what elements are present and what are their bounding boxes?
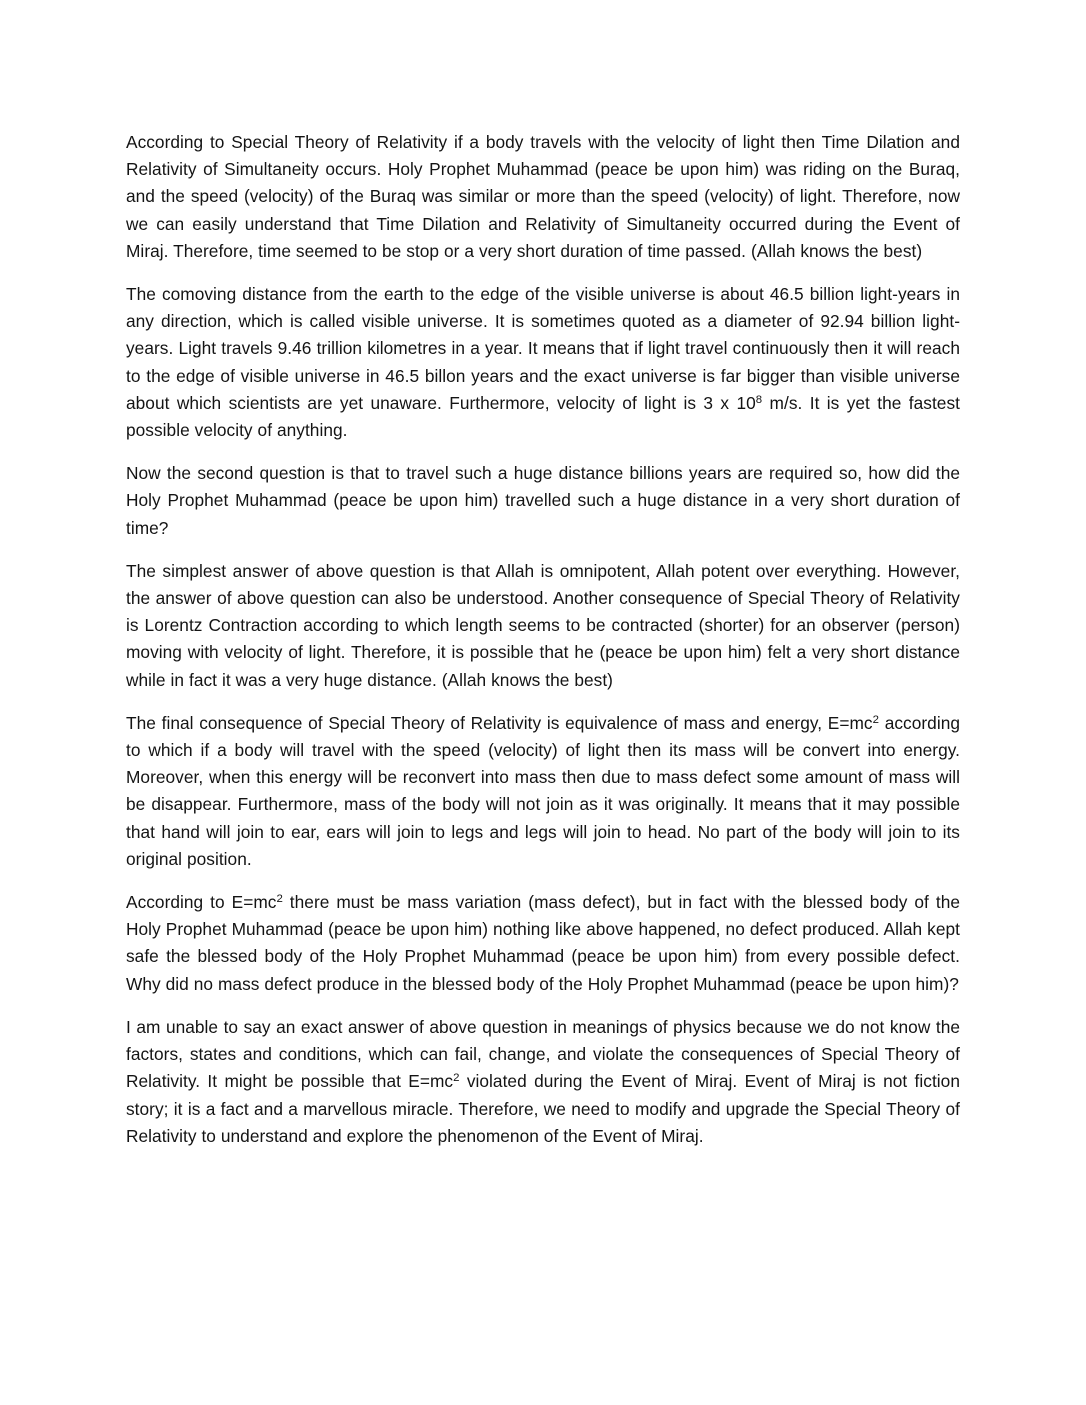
superscript: 2 bbox=[453, 1072, 460, 1085]
para-comoving-distance: The comoving distance from the earth to the edge of the visible universe is about 46.5 billion light-years in any direction, which is called visible universe. It is sometimes quoted as a diameter of 92.94 billion light-years. Light travels 9.46 trillion kilometres in a year. It means that if light travel continuously then it will reach to the edge of visible universe in 46.5 billon years and the exact universe is far bigger than visible universe about which scientists are yet unaware. Furthermore, velocity of light is 3 x $10^8$ m/s. It is yet the fastest possible velocity of anything. bbox=[126, 284, 960, 441]
para-second-question: Now the second question is that to travel such a huge distance billions years are required so, how did the Holy Prophet Muhammad (peace be upon him) travelled such a huge distance in a very short duration of time? bbox=[126, 463, 960, 538]
para-unable-to-answer: I am unable to say an exact answer of above question in meanings of physics because we do not know the factors, states and conditions, which can fail, change, and violate the consequences of Special Theory of Relativity. It might be possible that $E=mc^2$ violated during the Event of Miraj. Event of Miraj is not fiction story; it is a fact and a marvellous miracle. Therefore, we need to modify and upgrade the Special Theory of Relativity to understand and explore the phenomenon of the Event of Miraj. bbox=[126, 1016, 960, 1146]
para-mass-energy-equivalence: The final consequence of Special Theory of Relativity is equivalence of mass and energy, $E=mc^2$ according to which if a body will travel with the speed (velocity) of light then its mass will be convert into energy. Moreover, when this energy will be reconvert into mass then due to mass defect some amount of mass will be disappear. Furthermore, mass of the body will not join as it was originally. It means that it may possible that hand will join to ear, ears will join to legs and legs will join to head. No part of the body will join to its original position. bbox=[126, 712, 961, 869]
para-relativity-buraq: According to Special Theory of Relativity if a body travels with the velocity of light then Time Dilation and Relativity of Simultaneity occurs. Holy Prophet Muhammad (peace be upon him) was riding on the Buraq, and the speed (velocity) of the Buraq was similar or more than the speed (velocity) of light. Therefore, now we can easily understand that Time Dilation and Relativity of Simultaneity occurred during the Event of Miraj. Therefore, time seemed to be stop or a very short duration of time passed. (Allah knows the best) bbox=[126, 132, 960, 261]
document-text-block bbox=[126, 129, 960, 1150]
superscript: 2 bbox=[872, 713, 880, 726]
superscript: 8 bbox=[755, 393, 763, 406]
para-lorentz-contraction: The simplest answer of above question is that Allah is omnipotent, Allah potent over everything. However, the answer of above question can also be understood. Another consequence of Special Theory of Relativity is Lorentz Contraction according to which length seems to be contracted (shorter) for an observer (person) moving with velocity of light. Therefore, it is possible that he (peace be upon him) felt a very short distance while in fact it was a very huge distance. (Allah knows the best) bbox=[126, 560, 960, 690]
para-mass-defect: According to $E=mc^2$ there must be mass variation (mass defect), but in fact with the blessed body of the Holy Prophet Muhammad (peace be upon him) nothing like above happened, no defect produced. Allah kept safe the blessed body of the Holy Prophet Muhammad (peace be upon him) from every possible defect. Why did no mass defect produce in the blessed body of the Holy Prophet Muhammad (peace be upon him)? bbox=[126, 892, 960, 994]
superscript: 2 bbox=[276, 893, 283, 906]
